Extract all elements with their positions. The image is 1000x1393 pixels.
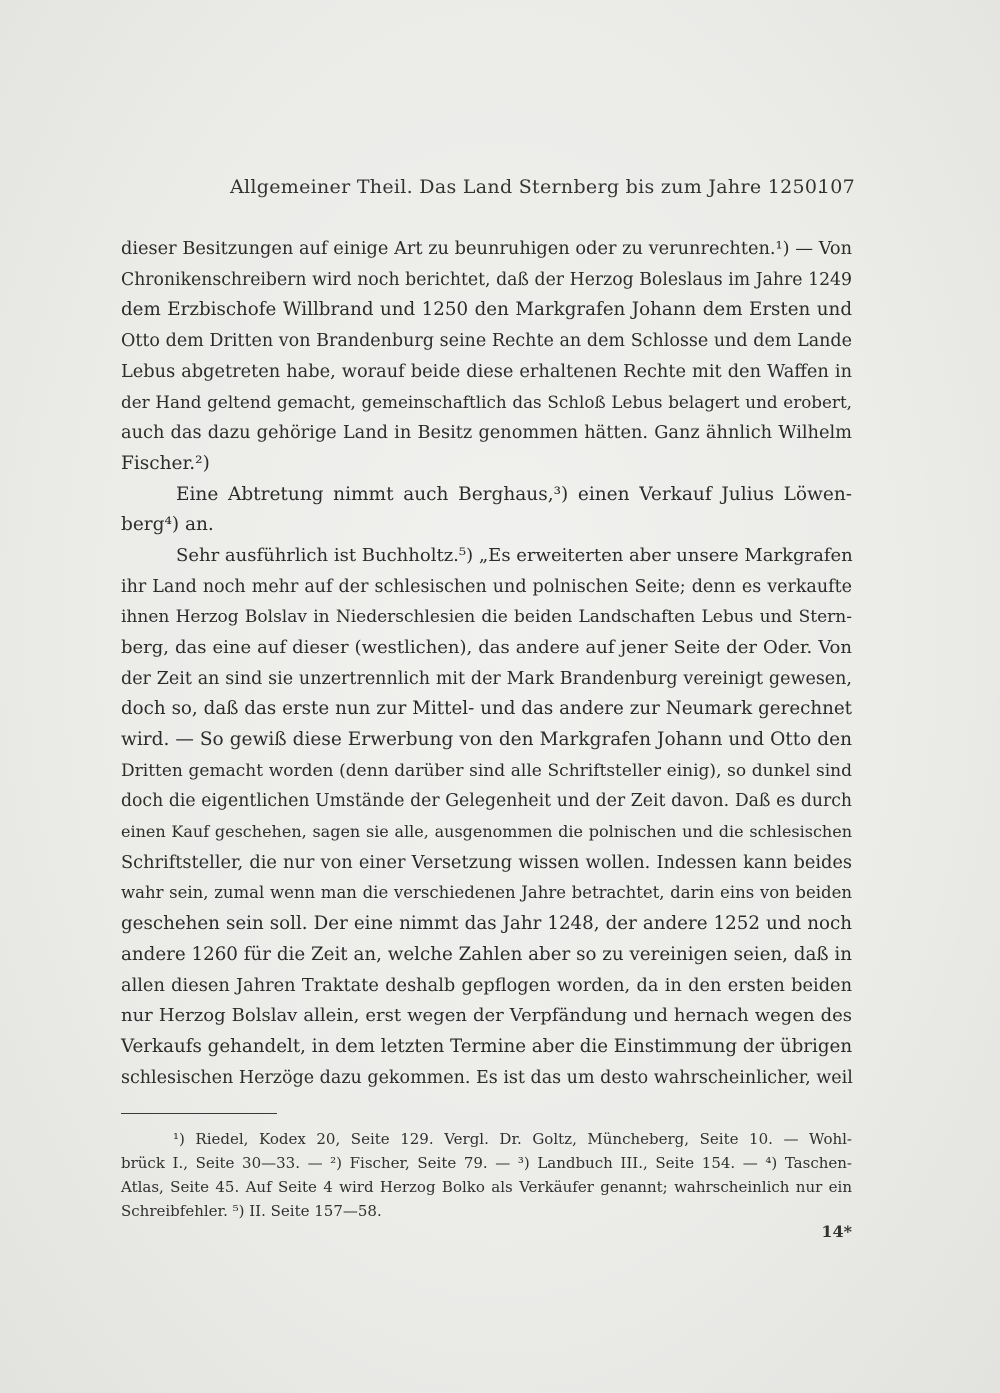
text-line: geschehen sein soll. Der eine nimmt das Jahr 1248, der andere 1252 und noch [121,913,852,935]
text-line: Lebus abgetreten habe, worauf beide diese erhaltenen Rechte mit den Waffen in [121,361,852,382]
text-line: Verkaufs gehandelt, in dem letzten Termine aber die Einstimmung der übrigen [121,1035,853,1057]
text-line: Fischer.²) [121,452,210,474]
text-line: Otto dem Dritten von Brandenburg seine Rechte an dem Schlosse und dem Lande [121,331,852,352]
text-line: ihr Land noch mehr auf der schlesischen und polnischen Seite; denn es verkaufte [121,576,852,597]
text-line: schlesischen Herzöge dazu gekommen. Es ist das um desto wahrscheinlicher, weil [121,1067,853,1088]
footnotes [121,1127,852,1223]
text-line: Schriftsteller, die nur von einer Versetzung wissen wollen. Indessen kann beides [121,852,852,873]
footnote-line: Atlas, Seite 45. Auf Seite 4 wird Herzog Bolko als Verkäufer genannt; wahrscheinlich nur ein [121,1178,852,1196]
text-line: einen Kauf geschehen, sagen sie alle, ausgenommen die polnischen und die schlesischen [121,822,852,842]
footnote-divider [121,1113,277,1114]
text-line: dem Erzbischofe Willbrand und 1250 den Markgrafen Johann dem Ersten und [121,299,852,321]
text-line: doch die eigentlichen Umstände der Gelegenheit und der Zeit davon. Daß es durch [121,791,852,812]
signature-mark: 14* [821,1222,852,1241]
text-line: auch das dazu gehörige Land in Besitz genommen hätten. Ganz ähnlich Wilhelm [121,423,852,444]
running-title: Allgemeiner Theil. Das Land Sternberg bis zum Jahre 1250. [230,176,824,198]
text-line: der Zeit an sind sie unzertrennlich mit der Mark Brandenburg vereinigt gewesen, [121,668,852,689]
text-line: berg, das eine auf dieser (westlichen), das andere auf jener Seite der Oder. Von [121,636,852,658]
body-text [121,234,852,1093]
text-line: ihnen Herzog Bolslav in Niederschlesien die beiden Landschaften Lebus und Stern- [121,607,852,628]
text-line: berg⁴) an. [121,514,214,536]
page-header [230,176,855,206]
text-line: wird. — So gewiß diese Erwerbung von den Markgrafen Johann und Otto den [121,729,852,750]
text-line: allen diesen Jahren Traktate deshalb gepflogen worden, da in den ersten beiden [121,975,852,996]
footnote-line: ¹) Riedel, Kodex 20, Seite 129. Vergl. Dr. Goltz, Müncheberg, Seite 10. — Wohl- [173,1130,852,1148]
page-number: 107 [817,176,855,198]
text-line: der Hand geltend gemacht, gemeinschaftlich das Schloß Lebus belagert und erobert, [121,392,852,413]
text-line: doch so, daß das erste nun zur Mittel- und das andere zur Neumark gerechnet [121,698,852,720]
text-line: wahr sein, zumal wenn man die verschiedenen Jahre betrachtet, darin eins von beiden [121,883,852,903]
text-line: nur Herzog Bolslav allein, erst wegen der Verpfändung und hernach wegen des [121,1005,852,1027]
text-line: dieser Besitzungen auf einige Art zu beunruhigen oder zu verunrechten.¹) — Von [121,239,852,259]
footnote-line: Schreibfehler. ⁵) II. Seite 157—58. [121,1202,382,1220]
text-line: Eine Abtretung nimmt auch Berghaus,³) einen Verkauf Julius Löwen- [176,483,852,505]
footnote-line: brück I., Seite 30—33. — ²) Fischer, Seite 79. — ³) Landbuch III., Seite 154. — ⁴) Taschen- [121,1154,852,1172]
text-line: Dritten gemacht worden (denn darüber sind alle Schriftsteller einig), so dunkel sind [121,760,852,781]
text-line: Chronikenschreibern wird noch berichtet, daß der Herzog Boleslaus im Jahre 1249 [121,269,852,290]
text-line: Sehr ausführlich ist Buchholtz.⁵) „Es erweiterten aber unsere Markgrafen [176,544,853,566]
text-line: andere 1260 für die Zeit an, welche Zahlen aber so zu vereinigen seien, daß in [121,943,852,965]
